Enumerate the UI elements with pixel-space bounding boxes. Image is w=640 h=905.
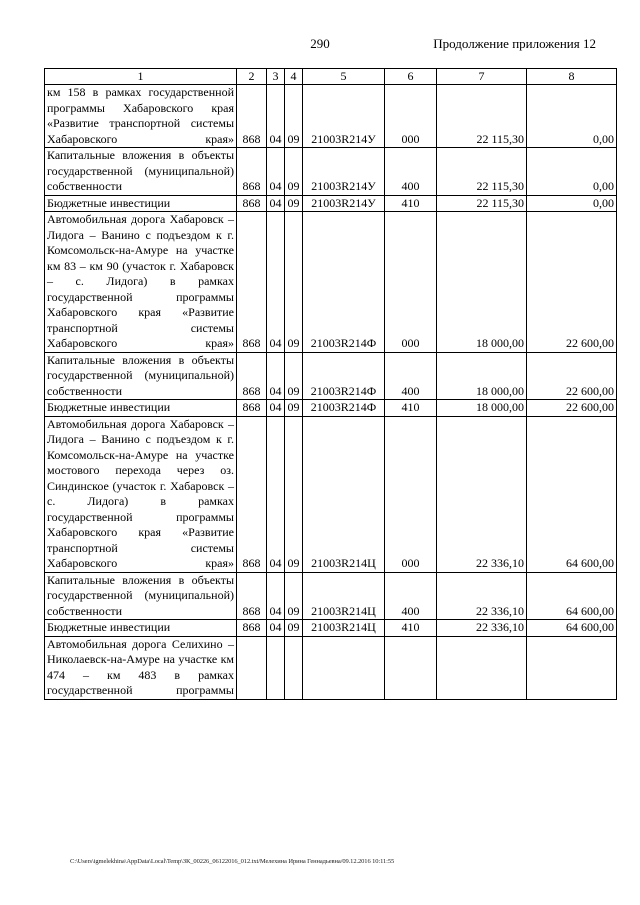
column-header: 6: [385, 69, 437, 85]
cell-amount-1: 18 000,00: [437, 352, 527, 400]
cell-target-article: 21003R214Ц: [303, 620, 385, 637]
cell-subsection: 09: [285, 352, 303, 400]
cell-amount-1: [437, 636, 527, 699]
cell-amount-1: 22 336,10: [437, 572, 527, 620]
cell-subsection: 09: [285, 620, 303, 637]
row-name: Автомобильная дорога Селихино – Николаевск-на-Амуре на участке км 474 – км 483 в рамках государственной программы: [45, 636, 237, 699]
cell-subsection: 09: [285, 572, 303, 620]
table-row: [45, 620, 617, 637]
cell-expense-type: 000: [385, 416, 437, 572]
cell-amount-2: 64 600,00: [527, 572, 617, 620]
cell-subsection: 09: [285, 212, 303, 353]
column-header: 5: [303, 69, 385, 85]
cell-expense-type: [385, 636, 437, 699]
cell-amount-1: 22 115,30: [437, 195, 527, 212]
file-path-footer: C:\Users\igmelekhina\AppData\Local\Temp\ЗК_00226_06122016_012.txt/Мелехина Ирина Геннадьевна/09.12.2016 10:11:55: [70, 858, 395, 865]
cell-expense-type: 400: [385, 352, 437, 400]
table-row: [45, 636, 617, 699]
cell-section: 04: [267, 352, 285, 400]
table-row: [45, 195, 617, 212]
cell-amount-2: 64 600,00: [527, 416, 617, 572]
cell-target-article: 21003R214У: [303, 85, 385, 148]
cell-target-article: 21003R214У: [303, 148, 385, 196]
cell-section: 04: [267, 620, 285, 637]
cell-amount-2: 64 600,00: [527, 620, 617, 637]
cell-expense-type: 400: [385, 572, 437, 620]
cell-expense-type: 410: [385, 400, 437, 417]
cell-subsection: 09: [285, 148, 303, 196]
cell-target-article: 21003R214У: [303, 195, 385, 212]
cell-amount-1: 18 000,00: [437, 400, 527, 417]
cell-ministry: 868: [237, 572, 267, 620]
cell-amount-1: 18 000,00: [437, 212, 527, 353]
row-name: Бюджетные инвестиции: [45, 620, 237, 637]
continuation-title: Продолжение приложения 12: [433, 36, 596, 51]
column-header: 3: [267, 69, 285, 85]
page-number: 290: [310, 36, 330, 51]
cell-ministry: 868: [237, 195, 267, 212]
row-name: Капитальные вложения в объекты государственной (муниципальной) собственности: [45, 352, 237, 400]
cell-amount-2: [527, 636, 617, 699]
cell-section: 04: [267, 212, 285, 353]
cell-amount-1: 22 115,30: [437, 85, 527, 148]
header-row: [45, 69, 617, 85]
column-header: 2: [237, 69, 267, 85]
cell-subsection: 09: [285, 416, 303, 572]
cell-subsection: 09: [285, 85, 303, 148]
row-name: Бюджетные инвестиции: [45, 195, 237, 212]
table-row: [45, 400, 617, 417]
table-row: [45, 572, 617, 620]
cell-ministry: 868: [237, 416, 267, 572]
cell-target-article: 21003R214Ф: [303, 352, 385, 400]
row-name: Автомобильная дорога Хабаровск – Лидога – Ванино с подъездом к г. Комсомольск-на-Амуре на участке км 83 – км 90 (участок г. Хабаровск – с. Лидога) в рамках государственной программы Хабаровского края «Развитие транспортной системы Хабаровского края»: [45, 212, 237, 353]
cell-amount-2: 22 600,00: [527, 352, 617, 400]
row-name: Капитальные вложения в объекты государственной (муниципальной) собственности: [45, 572, 237, 620]
table-row: [45, 416, 617, 572]
table-row: [45, 352, 617, 400]
cell-section: 04: [267, 85, 285, 148]
cell-ministry: 868: [237, 352, 267, 400]
cell-expense-type: 000: [385, 212, 437, 353]
cell-section: 04: [267, 195, 285, 212]
cell-amount-1: 22 336,10: [437, 620, 527, 637]
column-header: 7: [437, 69, 527, 85]
cell-amount-1: 22 115,30: [437, 148, 527, 196]
table-row: [45, 212, 617, 353]
cell-ministry: 868: [237, 212, 267, 353]
column-header: 8: [527, 69, 617, 85]
column-header: 4: [285, 69, 303, 85]
cell-ministry: [237, 636, 267, 699]
row-name: Автомобильная дорога Хабаровск – Лидога – Ванино с подъездом к г. Комсомольск-на-Амуре на участке мостового перехода через оз. Синдинское (участок г. Хабаровск – с. Лидога) в рамках государственной программы Хабаровского края «Развитие транспортной системы Хабаровского края»: [45, 416, 237, 572]
cell-subsection: 09: [285, 400, 303, 417]
cell-section: 04: [267, 148, 285, 196]
cell-section: 04: [267, 416, 285, 572]
cell-section: 04: [267, 400, 285, 417]
cell-target-article: 21003R214Ф: [303, 400, 385, 417]
table-row: [45, 148, 617, 196]
table-row: [45, 85, 617, 148]
cell-expense-type: 410: [385, 195, 437, 212]
cell-amount-2: 0,00: [527, 85, 617, 148]
row-name: Капитальные вложения в объекты государственной (муниципальной) собственности: [45, 148, 237, 196]
cell-ministry: 868: [237, 85, 267, 148]
cell-ministry: 868: [237, 148, 267, 196]
cell-target-article: 21003R214Ц: [303, 416, 385, 572]
cell-subsection: [285, 636, 303, 699]
row-name: Бюджетные инвестиции: [45, 400, 237, 417]
cell-ministry: 868: [237, 620, 267, 637]
cell-ministry: 868: [237, 400, 267, 417]
cell-section: 04: [267, 572, 285, 620]
cell-expense-type: 410: [385, 620, 437, 637]
row-name: км 158 в рамках государственной программы Хабаровского края «Развитие транспортной системы Хабаровского края»: [45, 85, 237, 148]
cell-subsection: 09: [285, 195, 303, 212]
cell-amount-2: 0,00: [527, 195, 617, 212]
cell-amount-1: 22 336,10: [437, 416, 527, 572]
cell-amount-2: 22 600,00: [527, 400, 617, 417]
cell-target-article: [303, 636, 385, 699]
cell-expense-type: 000: [385, 85, 437, 148]
cell-target-article: 21003R214Ц: [303, 572, 385, 620]
cell-target-article: 21003R214Ф: [303, 212, 385, 353]
cell-expense-type: 400: [385, 148, 437, 196]
budget-table: [44, 68, 617, 700]
cell-amount-2: 0,00: [527, 148, 617, 196]
cell-section: [267, 636, 285, 699]
cell-amount-2: 22 600,00: [527, 212, 617, 353]
column-header: 1: [45, 69, 237, 85]
